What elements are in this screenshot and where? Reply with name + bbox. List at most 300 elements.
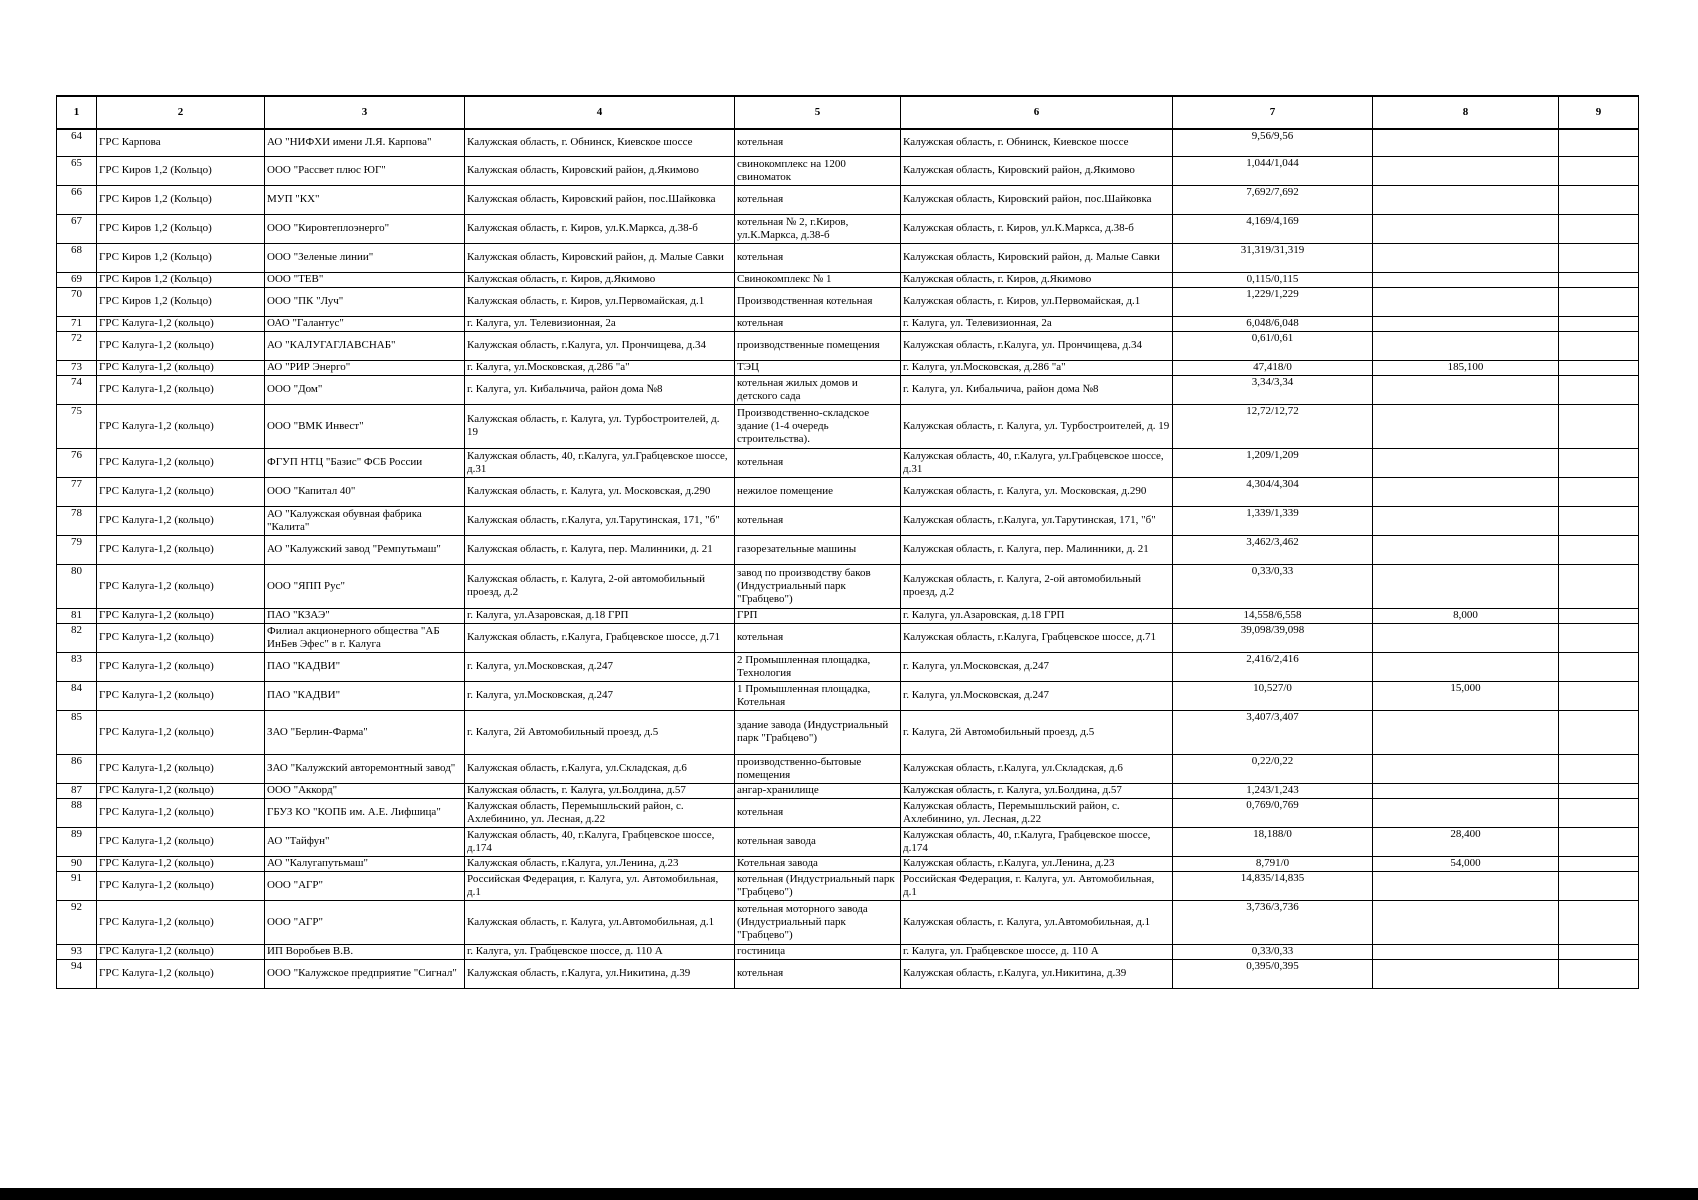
cell-address: г. Калуга, 2й Автомобильный проезд, д.5 [465, 710, 735, 754]
cell-row-number: 80 [57, 564, 97, 608]
cell-organization: ЗАО "Берлин-Фарма" [265, 710, 465, 754]
cell-address: г. Калуга, ул.Московская, д.286 "а" [465, 360, 735, 375]
table-row [57, 959, 1639, 988]
cell-address: г. Калуга, ул.Московская, д.247 [465, 681, 735, 710]
cell-grs-name: ГРС Киров 1,2 (Кольцо) [97, 214, 265, 243]
cell-object-address: Калужская область, г. Калуга, ул.Автомобильная, д.1 [901, 900, 1173, 944]
column-header-1: 1 [57, 96, 97, 129]
cell-gas-volume: 0,115/0,115 [1173, 272, 1373, 287]
cell-reserve-volume [1373, 156, 1559, 185]
cell-reserve-volume: 28,400 [1373, 827, 1559, 856]
cell-gas-volume: 6,048/6,048 [1173, 316, 1373, 331]
cell-reserve-volume: 54,000 [1373, 856, 1559, 871]
cell-address: Калужская область, г. Киров, ул.Первомайская, д.1 [465, 287, 735, 316]
column-header-6: 6 [901, 96, 1173, 129]
cell-object-type: котельная жилых домов и детского сада [735, 375, 901, 404]
cell-object-address: Калужская область, г.Калуга, ул.Никитина, д.39 [901, 959, 1173, 988]
table-row [57, 477, 1639, 506]
cell-address: Калужская область, г.Калуга, ул.Никитина, д.39 [465, 959, 735, 988]
cell-object-address: Калужская область, г. Киров, д.Якимово [901, 272, 1173, 287]
cell-gas-volume: 3,34/3,34 [1173, 375, 1373, 404]
cell-row-number: 73 [57, 360, 97, 375]
cell-address: Российская Федерация, г. Калуга, ул. Автомобильная, д.1 [465, 871, 735, 900]
cell-address: г. Калуга, ул. Телевизионная, 2а [465, 316, 735, 331]
column-header-5: 5 [735, 96, 901, 129]
cell-gas-volume: 0,33/0,33 [1173, 564, 1373, 608]
cell-row-number: 77 [57, 477, 97, 506]
cell-grs-name: ГРС Калуга-1,2 (кольцо) [97, 798, 265, 827]
table-row [57, 944, 1639, 959]
cell-note [1559, 156, 1639, 185]
cell-object-address: Калужская область, г. Обнинск, Киевское шоссе [901, 129, 1173, 156]
cell-organization: ООО "АГР" [265, 900, 465, 944]
cell-object-address: Калужская область, г.Калуга, Грабцевское шоссе, д.71 [901, 623, 1173, 652]
column-header-7: 7 [1173, 96, 1373, 129]
cell-address: Калужская область, г. Калуга, пер. Малинники, д. 21 [465, 535, 735, 564]
cell-object-address: г. Калуга, ул.Московская, д.286 "а" [901, 360, 1173, 375]
cell-object-address: Российская Федерация, г. Калуга, ул. Автомобильная, д.1 [901, 871, 1173, 900]
cell-note [1559, 506, 1639, 535]
cell-organization: ФГУП НТЦ "Базис" ФСБ России [265, 448, 465, 477]
cell-gas-volume: 1,209/1,209 [1173, 448, 1373, 477]
cell-address: г. Калуга, ул.Азаровская, д.18 ГРП [465, 608, 735, 623]
cell-row-number: 88 [57, 798, 97, 827]
column-header-3: 3 [265, 96, 465, 129]
cell-object-type: завод по производству баков (Индустриальный парк "Грабцево") [735, 564, 901, 608]
cell-grs-name: ГРС Калуга-1,2 (кольцо) [97, 360, 265, 375]
cell-object-address: Калужская область, г.Калуга, ул. Прончищева, д.34 [901, 331, 1173, 360]
table-row [57, 871, 1639, 900]
column-header-8: 8 [1373, 96, 1559, 129]
cell-gas-volume: 3,407/3,407 [1173, 710, 1373, 754]
cell-row-number: 83 [57, 652, 97, 681]
cell-note [1559, 623, 1639, 652]
cell-object-address: г. Калуга, ул. Телевизионная, 2а [901, 316, 1173, 331]
cell-row-number: 74 [57, 375, 97, 404]
table-row [57, 129, 1639, 156]
cell-object-address: г. Калуга, 2й Автомобильный проезд, д.5 [901, 710, 1173, 754]
cell-object-type: Производственная котельная [735, 287, 901, 316]
gas-consumers-table [56, 95, 1639, 989]
cell-address: Калужская область, Кировский район, д. Малые Савки [465, 243, 735, 272]
cell-organization: ООО "ПК "Луч" [265, 287, 465, 316]
cell-row-number: 85 [57, 710, 97, 754]
cell-gas-volume: 1,229/1,229 [1173, 287, 1373, 316]
cell-grs-name: ГРС Калуга-1,2 (кольцо) [97, 506, 265, 535]
table-row [57, 652, 1639, 681]
table-row [57, 243, 1639, 272]
cell-object-address: Калужская область, г. Киров, ул.Первомайская, д.1 [901, 287, 1173, 316]
cell-address: Калужская область, г.Калуга, Грабцевское шоссе, д.71 [465, 623, 735, 652]
cell-reserve-volume [1373, 652, 1559, 681]
cell-grs-name: ГРС Калуга-1,2 (кольцо) [97, 959, 265, 988]
table-row [57, 623, 1639, 652]
cell-note [1559, 959, 1639, 988]
cell-note [1559, 331, 1639, 360]
cell-object-type: котельная [735, 623, 901, 652]
cell-object-type: ангар-хранилище [735, 783, 901, 798]
cell-grs-name: ГРС Калуга-1,2 (кольцо) [97, 856, 265, 871]
cell-gas-volume: 7,692/7,692 [1173, 185, 1373, 214]
cell-gas-volume: 14,558/6,558 [1173, 608, 1373, 623]
cell-address: Калужская область, г.Калуга, ул.Тарутинская, 171, "б" [465, 506, 735, 535]
cell-grs-name: ГРС Калуга-1,2 (кольцо) [97, 754, 265, 783]
table-row [57, 156, 1639, 185]
cell-note [1559, 900, 1639, 944]
cell-row-number: 94 [57, 959, 97, 988]
cell-grs-name: ГРС Калуга-1,2 (кольцо) [97, 535, 265, 564]
table-body [57, 129, 1639, 988]
table-row [57, 404, 1639, 448]
cell-row-number: 93 [57, 944, 97, 959]
cell-object-type: свинокомплекс на 1200 свиноматок [735, 156, 901, 185]
cell-organization: Филиал акционерного общества "АБ ИнБев Эфес" в г. Калуга [265, 623, 465, 652]
cell-gas-volume: 3,462/3,462 [1173, 535, 1373, 564]
cell-object-address: Калужская область, 40, г.Калуга, ул.Грабцевское шоссе, д.31 [901, 448, 1173, 477]
cell-reserve-volume [1373, 287, 1559, 316]
cell-row-number: 84 [57, 681, 97, 710]
table-row [57, 272, 1639, 287]
cell-object-type: котельная № 2, г.Киров, ул.К.Маркса, д.38-б [735, 214, 901, 243]
cell-row-number: 92 [57, 900, 97, 944]
cell-address: Калужская область, г. Киров, ул.К.Маркса, д.38-б [465, 214, 735, 243]
cell-gas-volume: 1,044/1,044 [1173, 156, 1373, 185]
cell-object-address: Калужская область, г. Киров, ул.К.Маркса, д.38-б [901, 214, 1173, 243]
cell-grs-name: ГРС Калуга-1,2 (кольцо) [97, 944, 265, 959]
cell-gas-volume: 1,243/1,243 [1173, 783, 1373, 798]
cell-note [1559, 477, 1639, 506]
cell-object-type: 1 Промышленная площадка, Котельная [735, 681, 901, 710]
cell-object-type: котельная моторного завода (Индустриальный парк "Грабцево") [735, 900, 901, 944]
cell-object-address: г. Калуга, ул.Азаровская, д.18 ГРП [901, 608, 1173, 623]
cell-object-type: Свинокомплекс № 1 [735, 272, 901, 287]
cell-address: Калужская область, г.Калуга, ул.Складская, д.6 [465, 754, 735, 783]
cell-grs-name: ГРС Калуга-1,2 (кольцо) [97, 564, 265, 608]
cell-organization: ПАО "КАДВИ" [265, 681, 465, 710]
cell-address: г. Калуга, ул.Московская, д.247 [465, 652, 735, 681]
cell-row-number: 66 [57, 185, 97, 214]
cell-object-type: котельная [735, 243, 901, 272]
cell-address: Калужская область, г.Калуга, ул. Прончищева, д.34 [465, 331, 735, 360]
cell-organization: ООО "Зеленые линии" [265, 243, 465, 272]
cell-gas-volume: 39,098/39,098 [1173, 623, 1373, 652]
cell-grs-name: ГРС Киров 1,2 (Кольцо) [97, 272, 265, 287]
cell-note [1559, 214, 1639, 243]
cell-gas-volume: 0,22/0,22 [1173, 754, 1373, 783]
cell-address: Калужская область, г. Калуга, ул. Турбостроителей, д. 19 [465, 404, 735, 448]
cell-reserve-volume [1373, 944, 1559, 959]
cell-object-type: ГРП [735, 608, 901, 623]
cell-address: Калужская область, г. Калуга, ул.Болдина, д.57 [465, 783, 735, 798]
cell-row-number: 90 [57, 856, 97, 871]
cell-grs-name: ГРС Калуга-1,2 (кольцо) [97, 710, 265, 754]
cell-object-address: Калужская область, г.Калуга, ул.Складская, д.6 [901, 754, 1173, 783]
cell-reserve-volume [1373, 535, 1559, 564]
cell-gas-volume: 0,33/0,33 [1173, 944, 1373, 959]
cell-address: Калужская область, Перемышльский район, с. Ахлебинино, ул. Лесная, д.22 [465, 798, 735, 827]
cell-reserve-volume [1373, 477, 1559, 506]
cell-note [1559, 185, 1639, 214]
cell-organization: АО "НИФХИ имени Л.Я. Карпова" [265, 129, 465, 156]
cell-object-address: Калужская область, г. Калуга, 2-ой автомобильный проезд, д.2 [901, 564, 1173, 608]
cell-object-type: производственные помещения [735, 331, 901, 360]
cell-grs-name: ГРС Калуга-1,2 (кольцо) [97, 448, 265, 477]
cell-object-type: здание завода (Индустриальный парк "Грабцево") [735, 710, 901, 754]
cell-object-type: котельная завода [735, 827, 901, 856]
cell-gas-volume: 18,188/0 [1173, 827, 1373, 856]
table-row [57, 535, 1639, 564]
cell-grs-name: ГРС Киров 1,2 (Кольцо) [97, 185, 265, 214]
cell-reserve-volume [1373, 185, 1559, 214]
cell-organization: ПАО "КАДВИ" [265, 652, 465, 681]
cell-row-number: 71 [57, 316, 97, 331]
cell-note [1559, 827, 1639, 856]
cell-organization: ООО "Дом" [265, 375, 465, 404]
cell-grs-name: ГРС Киров 1,2 (Кольцо) [97, 287, 265, 316]
cell-object-address: Калужская область, Кировский район, пос.Шайковка [901, 185, 1173, 214]
cell-organization: ООО "ЯПП Рус" [265, 564, 465, 608]
cell-note [1559, 608, 1639, 623]
cell-object-type: котельная [735, 798, 901, 827]
header-row [57, 96, 1639, 129]
cell-row-number: 87 [57, 783, 97, 798]
cell-reserve-volume [1373, 448, 1559, 477]
cell-reserve-volume [1373, 871, 1559, 900]
cell-organization: ООО "АГР" [265, 871, 465, 900]
cell-grs-name: ГРС Калуга-1,2 (кольцо) [97, 331, 265, 360]
cell-row-number: 76 [57, 448, 97, 477]
cell-organization: АО "Калужская обувная фабрика "Калита" [265, 506, 465, 535]
scan-bottom-bar [0, 1188, 1698, 1200]
table-row [57, 448, 1639, 477]
cell-grs-name: ГРС Карпова [97, 129, 265, 156]
cell-organization: ООО "Аккорд" [265, 783, 465, 798]
column-header-4: 4 [465, 96, 735, 129]
cell-object-type: котельная [735, 316, 901, 331]
cell-gas-volume: 47,418/0 [1173, 360, 1373, 375]
cell-reserve-volume [1373, 272, 1559, 287]
table-row [57, 185, 1639, 214]
cell-object-type: Производственно-складское здание (1-4 очередь строительства). [735, 404, 901, 448]
table-row [57, 856, 1639, 871]
table-row [57, 608, 1639, 623]
cell-object-address: Калужская область, г. Калуга, ул. Турбостроителей, д. 19 [901, 404, 1173, 448]
cell-grs-name: ГРС Калуга-1,2 (кольцо) [97, 900, 265, 944]
cell-organization: ЗАО "Калужский авторемонтный завод" [265, 754, 465, 783]
cell-note [1559, 564, 1639, 608]
cell-object-type: котельная (Индустриальный парк "Грабцево") [735, 871, 901, 900]
table-row [57, 783, 1639, 798]
cell-organization: АО "РИР Энерго" [265, 360, 465, 375]
cell-organization: ООО "Калужское предприятие "Сигнал" [265, 959, 465, 988]
cell-object-address: г. Калуга, ул.Московская, д.247 [901, 681, 1173, 710]
cell-address: Калужская область, Кировский район, пос.Шайковка [465, 185, 735, 214]
cell-object-type: котельная [735, 185, 901, 214]
cell-gas-volume: 3,736/3,736 [1173, 900, 1373, 944]
cell-row-number: 78 [57, 506, 97, 535]
cell-row-number: 79 [57, 535, 97, 564]
cell-note [1559, 287, 1639, 316]
cell-note [1559, 856, 1639, 871]
cell-note [1559, 129, 1639, 156]
cell-address: Калужская область, г. Калуга, ул. Московская, д.290 [465, 477, 735, 506]
cell-grs-name: ГРС Киров 1,2 (Кольцо) [97, 243, 265, 272]
cell-gas-volume: 14,835/14,835 [1173, 871, 1373, 900]
cell-row-number: 72 [57, 331, 97, 360]
cell-organization: ООО "Капитал 40" [265, 477, 465, 506]
cell-organization: АО "Тайфун" [265, 827, 465, 856]
cell-address: г. Калуга, ул. Кибальчича, район дома №8 [465, 375, 735, 404]
cell-row-number: 64 [57, 129, 97, 156]
cell-object-type: котельная [735, 448, 901, 477]
cell-object-address: Калужская область, г. Калуга, пер. Малинники, д. 21 [901, 535, 1173, 564]
cell-organization: АО "Калужский завод "Ремпутьмаш" [265, 535, 465, 564]
cell-organization: ПАО "КЗАЭ" [265, 608, 465, 623]
cell-object-type: 2 Промышленная площадка, Технология [735, 652, 901, 681]
cell-row-number: 69 [57, 272, 97, 287]
cell-note [1559, 944, 1639, 959]
cell-row-number: 82 [57, 623, 97, 652]
cell-gas-volume: 10,527/0 [1173, 681, 1373, 710]
cell-note [1559, 681, 1639, 710]
cell-reserve-volume [1373, 506, 1559, 535]
cell-grs-name: ГРС Калуга-1,2 (кольцо) [97, 652, 265, 681]
cell-gas-volume: 0,769/0,769 [1173, 798, 1373, 827]
cell-object-address: Калужская область, Перемышльский район, с. Ахлебинино, ул. Лесная, д.22 [901, 798, 1173, 827]
cell-note [1559, 360, 1639, 375]
cell-grs-name: ГРС Киров 1,2 (Кольцо) [97, 156, 265, 185]
column-header-9: 9 [1559, 96, 1639, 129]
cell-row-number: 67 [57, 214, 97, 243]
cell-address: Калужская область, г.Калуга, ул.Ленина, д.23 [465, 856, 735, 871]
table-row [57, 316, 1639, 331]
cell-address: Калужская область, г. Калуга, 2-ой автомобильный проезд, д.2 [465, 564, 735, 608]
cell-note [1559, 535, 1639, 564]
cell-organization: ООО "ВМК Инвест" [265, 404, 465, 448]
cell-grs-name: ГРС Калуга-1,2 (кольцо) [97, 871, 265, 900]
cell-grs-name: ГРС Калуга-1,2 (кольцо) [97, 623, 265, 652]
cell-reserve-volume [1373, 404, 1559, 448]
cell-reserve-volume: 15,000 [1373, 681, 1559, 710]
cell-object-type: производственно-бытовые помещения [735, 754, 901, 783]
cell-note [1559, 316, 1639, 331]
cell-reserve-volume [1373, 564, 1559, 608]
cell-object-address: Калужская область, г. Калуга, ул. Московская, д.290 [901, 477, 1173, 506]
cell-organization: ООО "Кировтеплоэнерго" [265, 214, 465, 243]
cell-reserve-volume: 8,000 [1373, 608, 1559, 623]
cell-grs-name: ГРС Калуга-1,2 (кольцо) [97, 404, 265, 448]
cell-address: Калужская область, 40, г.Калуга, Грабцевское шоссе, д.174 [465, 827, 735, 856]
cell-grs-name: ГРС Калуга-1,2 (кольцо) [97, 477, 265, 506]
cell-reserve-volume [1373, 331, 1559, 360]
cell-object-type: котельная [735, 129, 901, 156]
cell-gas-volume: 12,72/12,72 [1173, 404, 1373, 448]
cell-object-type: гостиница [735, 944, 901, 959]
cell-reserve-volume [1373, 710, 1559, 754]
cell-reserve-volume [1373, 783, 1559, 798]
cell-note [1559, 798, 1639, 827]
cell-reserve-volume [1373, 754, 1559, 783]
cell-row-number: 86 [57, 754, 97, 783]
cell-note [1559, 243, 1639, 272]
cell-address: Калужская область, г. Калуга, ул.Автомобильная, д.1 [465, 900, 735, 944]
table-row [57, 506, 1639, 535]
cell-reserve-volume [1373, 214, 1559, 243]
cell-object-address: Калужская область, г. Калуга, ул.Болдина, д.57 [901, 783, 1173, 798]
cell-object-address: Калужская область, 40, г.Калуга, Грабцевское шоссе, д.174 [901, 827, 1173, 856]
cell-address: Калужская область, Кировский район, д.Якимово [465, 156, 735, 185]
cell-object-address: Калужская область, Кировский район, д. Малые Савки [901, 243, 1173, 272]
cell-object-address: г. Калуга, ул.Московская, д.247 [901, 652, 1173, 681]
cell-object-type: котельная [735, 959, 901, 988]
cell-row-number: 68 [57, 243, 97, 272]
cell-grs-name: ГРС Калуга-1,2 (кольцо) [97, 316, 265, 331]
cell-address: Калужская область, г. Обнинск, Киевское шоссе [465, 129, 735, 156]
table-row [57, 900, 1639, 944]
table-row [57, 331, 1639, 360]
cell-grs-name: ГРС Калуга-1,2 (кольцо) [97, 827, 265, 856]
cell-note [1559, 375, 1639, 404]
cell-gas-volume: 4,169/4,169 [1173, 214, 1373, 243]
cell-organization: ОАО "Галантус" [265, 316, 465, 331]
cell-address: г. Калуга, ул. Грабцевское шоссе, д. 110 А [465, 944, 735, 959]
cell-reserve-volume [1373, 243, 1559, 272]
cell-address: Калужская область, г. Киров, д.Якимово [465, 272, 735, 287]
cell-object-address: г. Калуга, ул. Кибальчича, район дома №8 [901, 375, 1173, 404]
cell-object-type: газорезательные машины [735, 535, 901, 564]
cell-note [1559, 448, 1639, 477]
cell-reserve-volume [1373, 798, 1559, 827]
table-row [57, 754, 1639, 783]
cell-note [1559, 871, 1639, 900]
cell-object-address: Калужская область, г.Калуга, ул.Ленина, д.23 [901, 856, 1173, 871]
table-row [57, 710, 1639, 754]
cell-object-address: г. Калуга, ул. Грабцевское шоссе, д. 110 А [901, 944, 1173, 959]
cell-organization: АО "КАЛУГАГЛАВСНАБ" [265, 331, 465, 360]
cell-row-number: 70 [57, 287, 97, 316]
cell-organization: АО "Калугапутьмаш" [265, 856, 465, 871]
cell-object-type: Котельная завода [735, 856, 901, 871]
table-row [57, 798, 1639, 827]
cell-note [1559, 710, 1639, 754]
cell-address: Калужская область, 40, г.Калуга, ул.Грабцевское шоссе, д.31 [465, 448, 735, 477]
cell-grs-name: ГРС Калуга-1,2 (кольцо) [97, 681, 265, 710]
cell-row-number: 65 [57, 156, 97, 185]
cell-object-type: котельная [735, 506, 901, 535]
cell-gas-volume: 31,319/31,319 [1173, 243, 1373, 272]
cell-reserve-volume [1373, 959, 1559, 988]
cell-row-number: 81 [57, 608, 97, 623]
cell-grs-name: ГРС Калуга-1,2 (кольцо) [97, 375, 265, 404]
cell-reserve-volume [1373, 900, 1559, 944]
cell-note [1559, 272, 1639, 287]
cell-object-type: ТЭЦ [735, 360, 901, 375]
cell-gas-volume: 0,395/0,395 [1173, 959, 1373, 988]
cell-reserve-volume [1373, 316, 1559, 331]
cell-organization: МУП "КХ" [265, 185, 465, 214]
cell-reserve-volume [1373, 375, 1559, 404]
table-row [57, 564, 1639, 608]
cell-object-address: Калужская область, Кировский район, д.Якимово [901, 156, 1173, 185]
cell-reserve-volume: 185,100 [1373, 360, 1559, 375]
cell-note [1559, 652, 1639, 681]
column-header-2: 2 [97, 96, 265, 129]
cell-gas-volume: 0,61/0,61 [1173, 331, 1373, 360]
cell-organization: ООО "ТЕВ" [265, 272, 465, 287]
table-row [57, 360, 1639, 375]
table-row [57, 375, 1639, 404]
cell-gas-volume: 8,791/0 [1173, 856, 1373, 871]
